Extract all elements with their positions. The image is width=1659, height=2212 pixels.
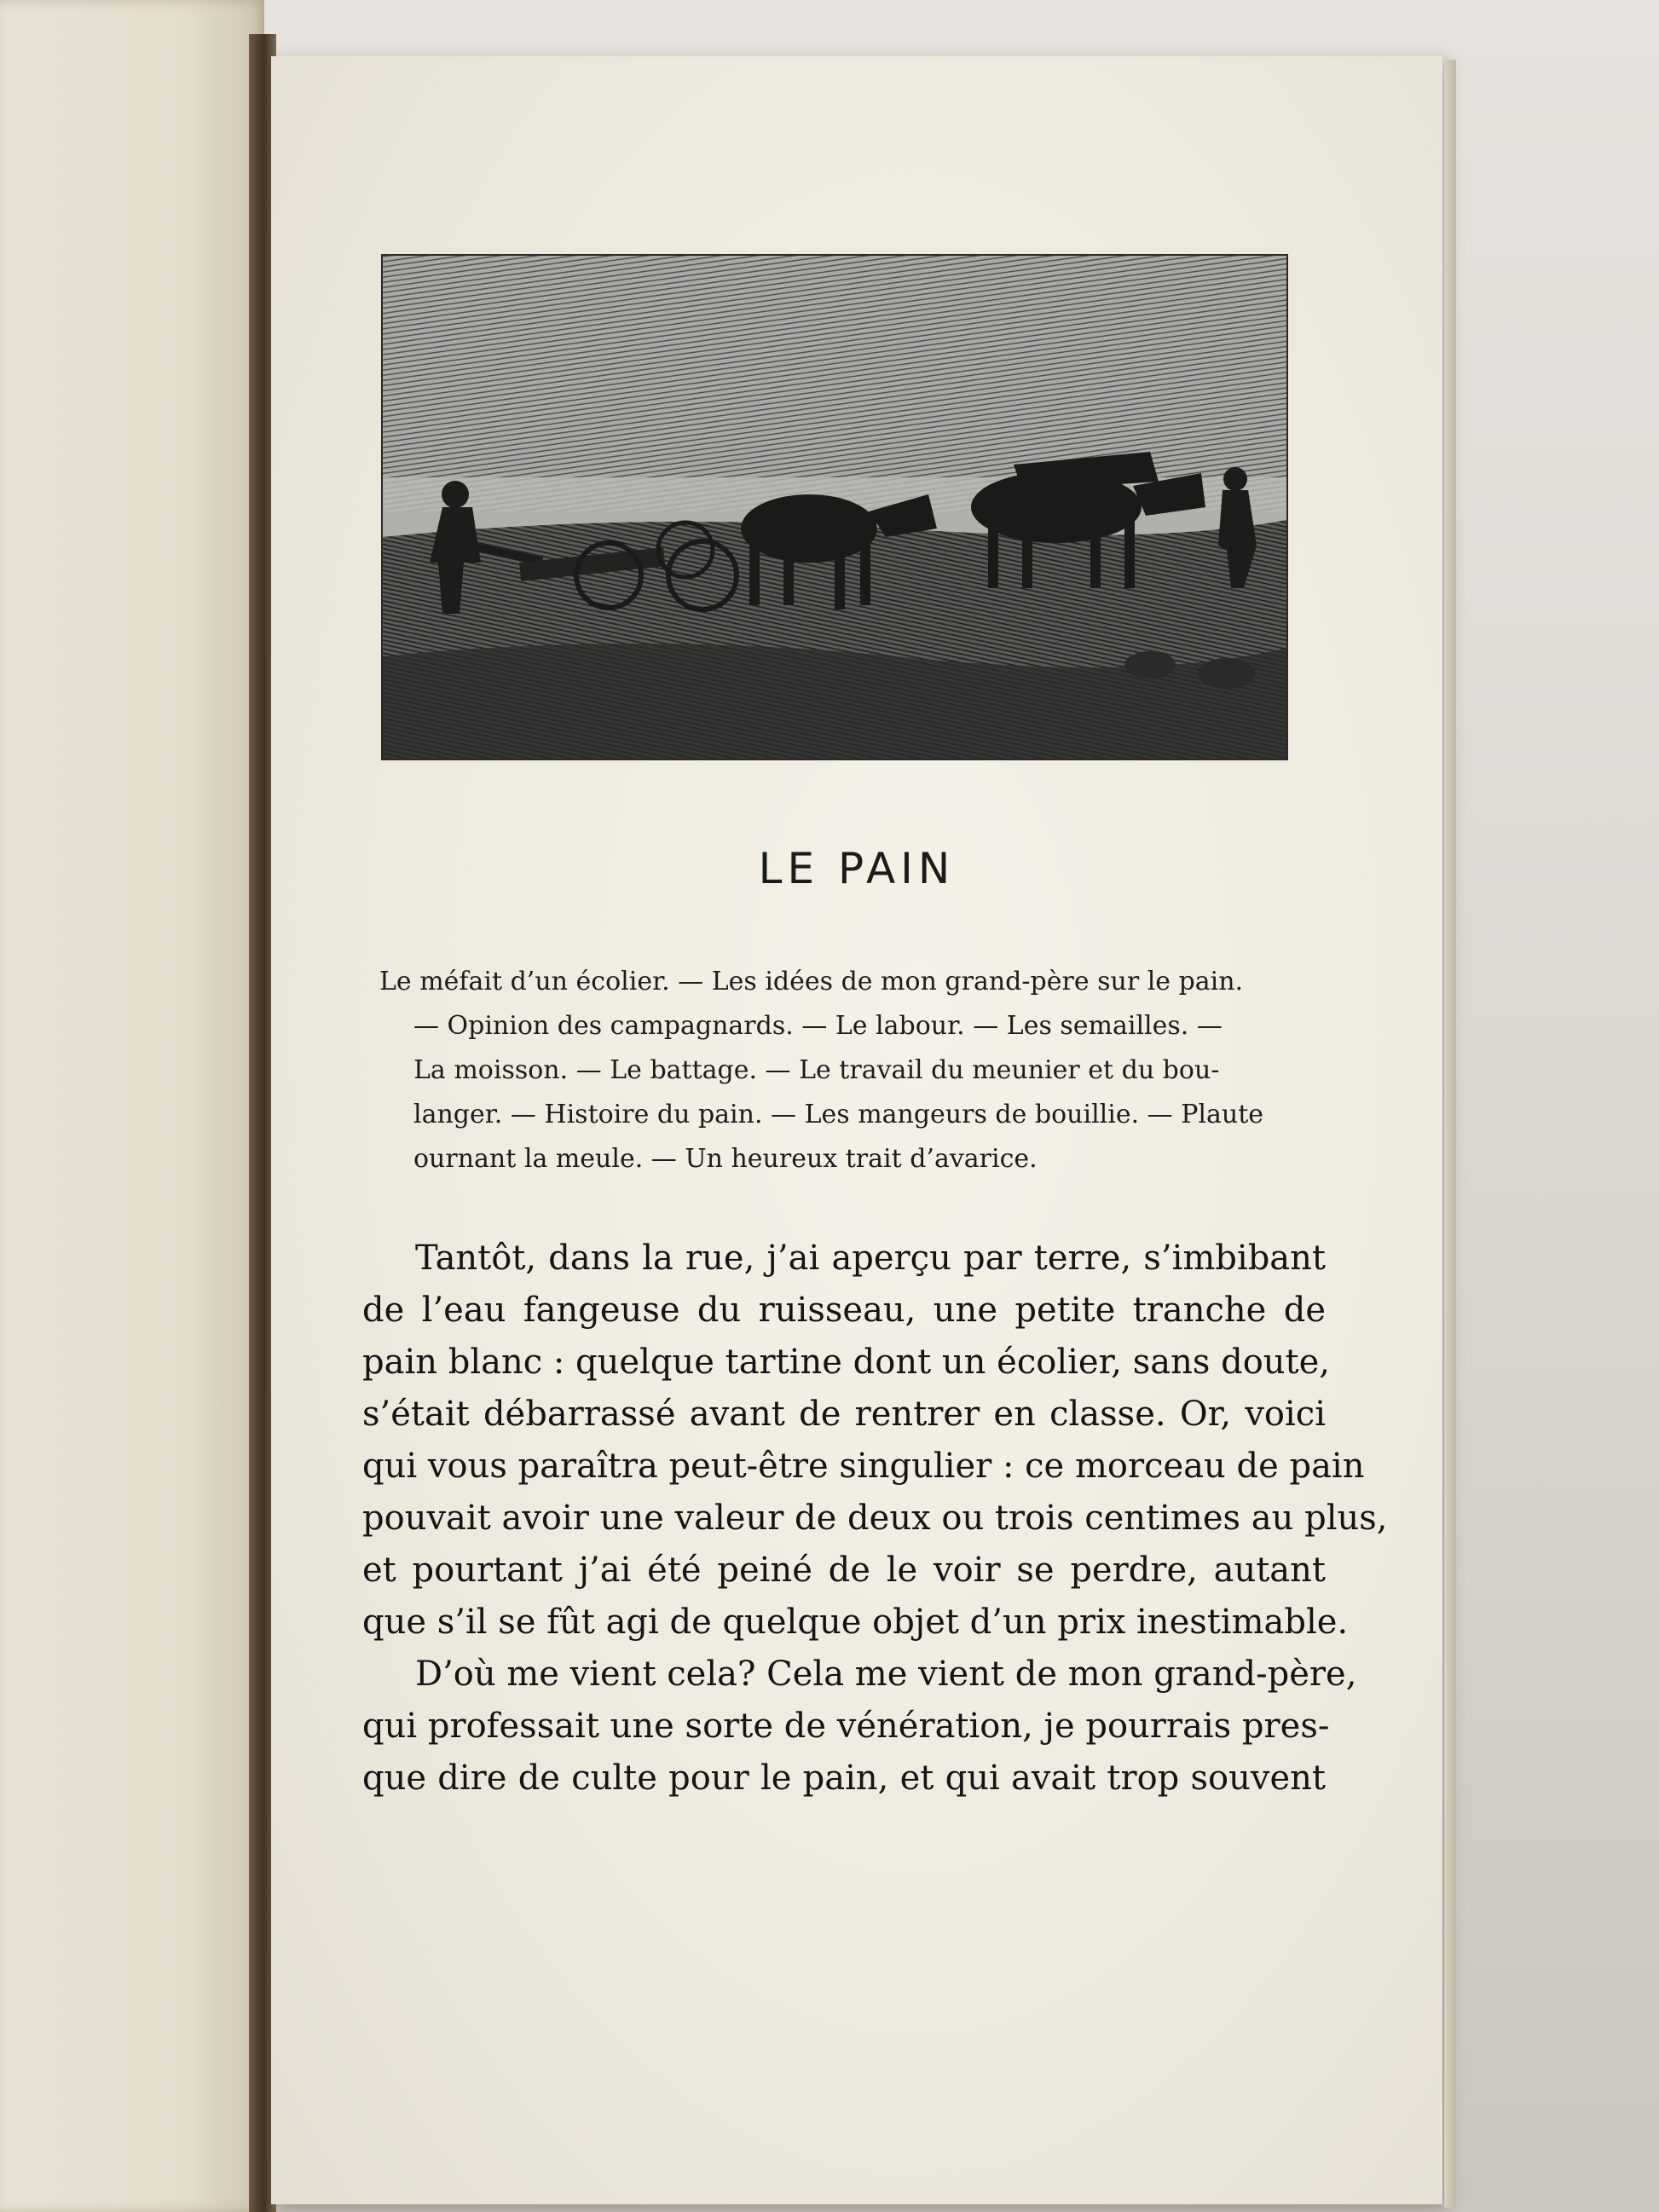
body-line: qui vous paraîtra peut-être singulier : ce morceau de pain — [362, 1447, 1365, 1486]
summary-line: — Opinion des campagnards. — Le labour. — Les semailles. — — [413, 1011, 1223, 1041]
body-line: que dire de culte pour le pain, et qui avait trop souvent — [362, 1759, 1326, 1798]
body-line: qui professait une sorte de vénération, je pourrais pres- — [362, 1707, 1330, 1746]
summary-line: La moisson. — Le battage. — Le travail du meunier et du bou- — [413, 1055, 1220, 1085]
plowing-engraving — [381, 254, 1288, 760]
body-line: et pourtant j’ai été peiné de le voir se perdre, autant — [362, 1551, 1326, 1590]
body-line: de l’eau fangeuse du ruisseau, une petite tranche de — [362, 1291, 1326, 1330]
body-line: D’où me vient cela? Cela me vient de mon grand-père, — [415, 1655, 1357, 1694]
summary-line: langer. — Histoire du pain. — Les mangeurs de bouillie. — Plaute — [413, 1100, 1264, 1129]
body-line: Tantôt, dans la rue, j’ai aperçu par terre, s’imbibant — [415, 1239, 1326, 1278]
body-text — [362, 1233, 1388, 1805]
previous-page — [0, 0, 264, 2212]
body-line: que s’il se fût agi de quelque objet d’un prix inestimable. — [362, 1603, 1349, 1642]
page-edge — [1444, 60, 1456, 2208]
chapter-title: LE PAIN — [758, 844, 956, 893]
chapter-summary — [379, 960, 1309, 1181]
body-line: s’était débarrassé avant de rentrer en classe. Or, voici — [362, 1395, 1326, 1434]
summary-line: Le méfait d’un écolier. — Les idées de mon grand-père sur le pain. — [379, 967, 1244, 996]
summary-line: ournant la meule. — Un heureux trait d’avarice. — [413, 1144, 1038, 1174]
body-line: pouvait avoir une valeur de deux ou trois centimes au plus, — [362, 1499, 1388, 1538]
body-line: pain blanc : quelque tartine dont un écolier, sans doute, — [362, 1343, 1331, 1382]
